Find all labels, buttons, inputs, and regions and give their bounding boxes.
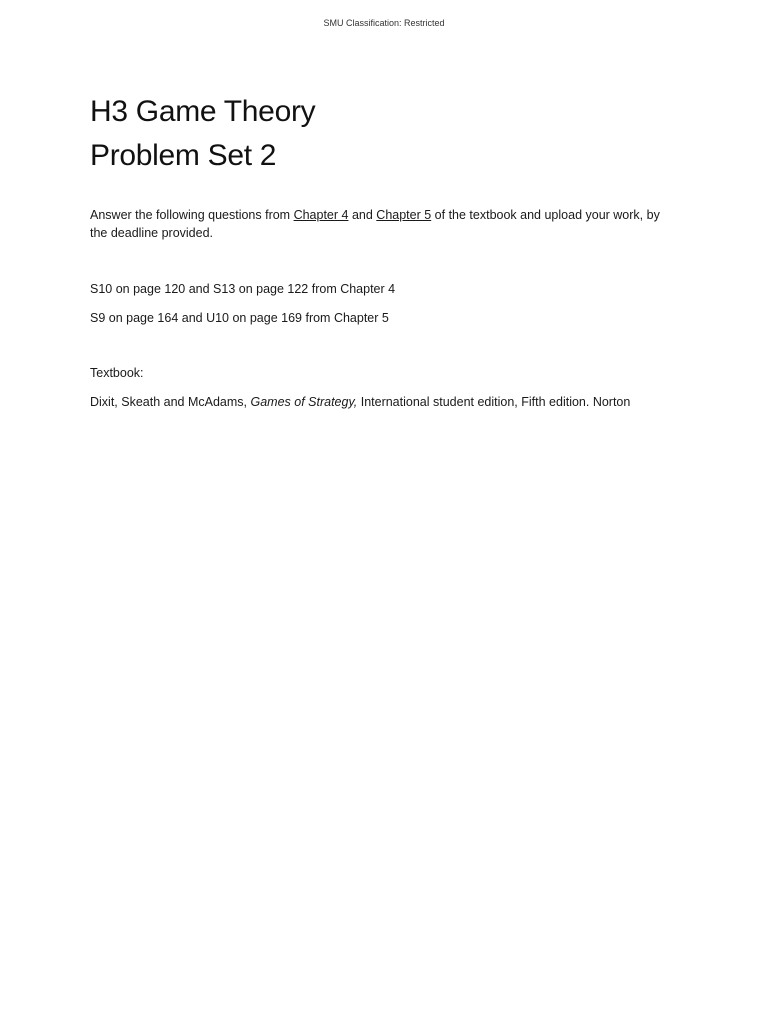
intro-text-3: of the textbook and upload your work, by the deadline provided.: [90, 208, 660, 240]
task-item-chapter-4: S10 on page 120 and S13 on page 122 from Chapter 4: [90, 282, 396, 296]
textbook-title: Games of Strategy,: [250, 395, 358, 409]
textbook-reference: [90, 393, 680, 411]
chapter-4-link[interactable]: Chapter 4: [293, 208, 349, 222]
intro-text-2: and: [348, 208, 377, 222]
task-item-chapter-5: S9 on page 164 and U10 on page 169 from Chapter 5: [90, 311, 389, 325]
title-line-2: Problem Set 2: [90, 139, 277, 172]
page-title: [90, 90, 315, 178]
textbook-details: International student edition, Fifth edition. Norton: [357, 395, 631, 409]
intro-paragraph: [90, 206, 680, 242]
textbook-label: Textbook:: [90, 366, 144, 380]
intro-text-1: Answer the following questions from: [90, 208, 294, 222]
classification-header: SMU Classification: Restricted: [323, 18, 445, 28]
chapter-5-link[interactable]: Chapter 5: [376, 208, 432, 222]
title-line-1: H3 Game Theory: [90, 95, 316, 128]
textbook-authors: Dixit, Skeath and McAdams,: [90, 395, 251, 409]
